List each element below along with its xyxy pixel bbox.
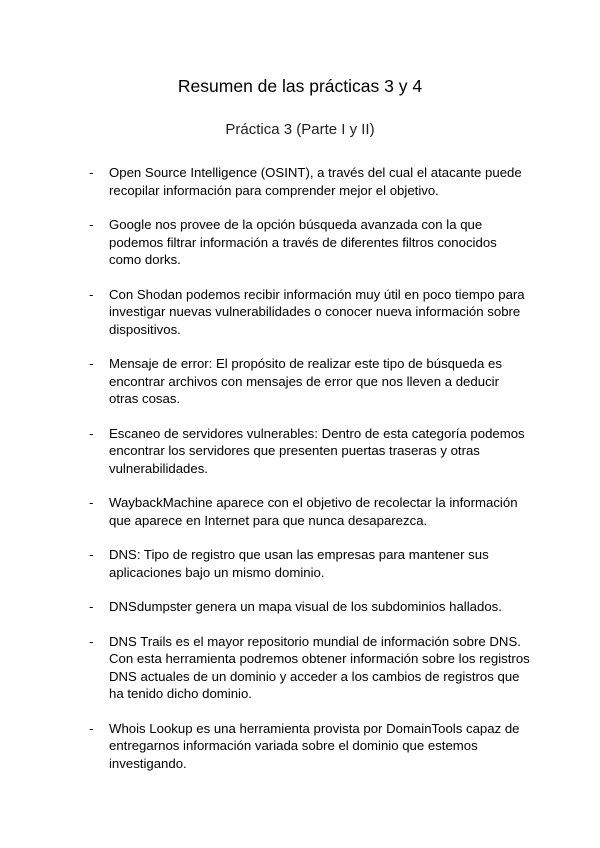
list-item xyxy=(0,216,600,269)
list-item-text: Open Source Intelligence (OSINT), a través del cual el atacante puede recopilar información para comprender mejor el objetivo. xyxy=(109,165,522,198)
list-item-text: Con Shodan podemos recibir información muy útil en poco tiempo para investigar nuevas vulnerabilidades o conocer nueva información sobre dispositivos. xyxy=(109,286,525,337)
bullet-dash: - xyxy=(89,547,94,562)
list-item xyxy=(0,286,600,339)
bullet-dash: - xyxy=(89,217,94,232)
bullet-dash: - xyxy=(89,633,94,649)
list-item xyxy=(0,425,600,478)
list-item xyxy=(0,546,600,581)
list-item-text: Escaneo de servidores vulnerables: Dentro de esta categoría podemos encontrar los servidores que presenten puertas traseras y otras vulnerabilidades. xyxy=(109,425,525,476)
bullet-dash: - xyxy=(89,356,94,371)
bullet-dash: - xyxy=(89,165,94,180)
list-item xyxy=(0,494,600,529)
list-item xyxy=(0,720,600,773)
bullet-dash: - xyxy=(89,425,94,441)
section-subtitle: Práctica 3 (Parte I y II) xyxy=(225,121,375,138)
list-item-text: WaybackMachine aparece con el objetivo de recolectar la información que aparece en Internet para que nunca desaparezca. xyxy=(109,495,518,528)
document-title: Resumen de las prácticas 3 y 4 xyxy=(177,76,423,96)
list-item xyxy=(0,633,600,703)
list-item xyxy=(0,598,600,616)
list-item-text: DNS Trails es el mayor repositorio mundial de información sobre DNS. Con esta herramienta podremos obtener información sobre los registros DNS actuales de un dominio y acceder a los cambios de registros que ha tenido dicho dominio. xyxy=(109,633,530,701)
bullet-dash: - xyxy=(89,286,94,302)
list-item-text: Whois Lookup es una herramienta provista por DomainTools capaz de entregarnos información variada sobre el dominio que estemos investigando. xyxy=(109,720,520,771)
list-item-text: Google nos provee de la opción búsqueda avanzada con la que podemos filtrar información a través de diferentes filtros conocidos como dorks. xyxy=(109,217,497,267)
list-item-text: DNSdumpster genera un mapa visual de los subdominios hallados. xyxy=(109,599,502,614)
list-item-text: DNS: Tipo de registro que usan las empresas para mantener sus aplicaciones bajo un mismo dominio. xyxy=(109,547,489,580)
list-item xyxy=(0,355,600,408)
bullet-dash: - xyxy=(89,495,94,510)
list-item-text: Mensaje de error: El propósito de realizar este tipo de búsqueda es encontrar archivos con mensajes de error que nos lleven a deducir otras cosas. xyxy=(109,356,502,406)
bullet-dash: - xyxy=(89,599,94,614)
bullet-list xyxy=(0,164,600,789)
list-item xyxy=(0,164,600,199)
bullet-dash: - xyxy=(89,720,94,736)
